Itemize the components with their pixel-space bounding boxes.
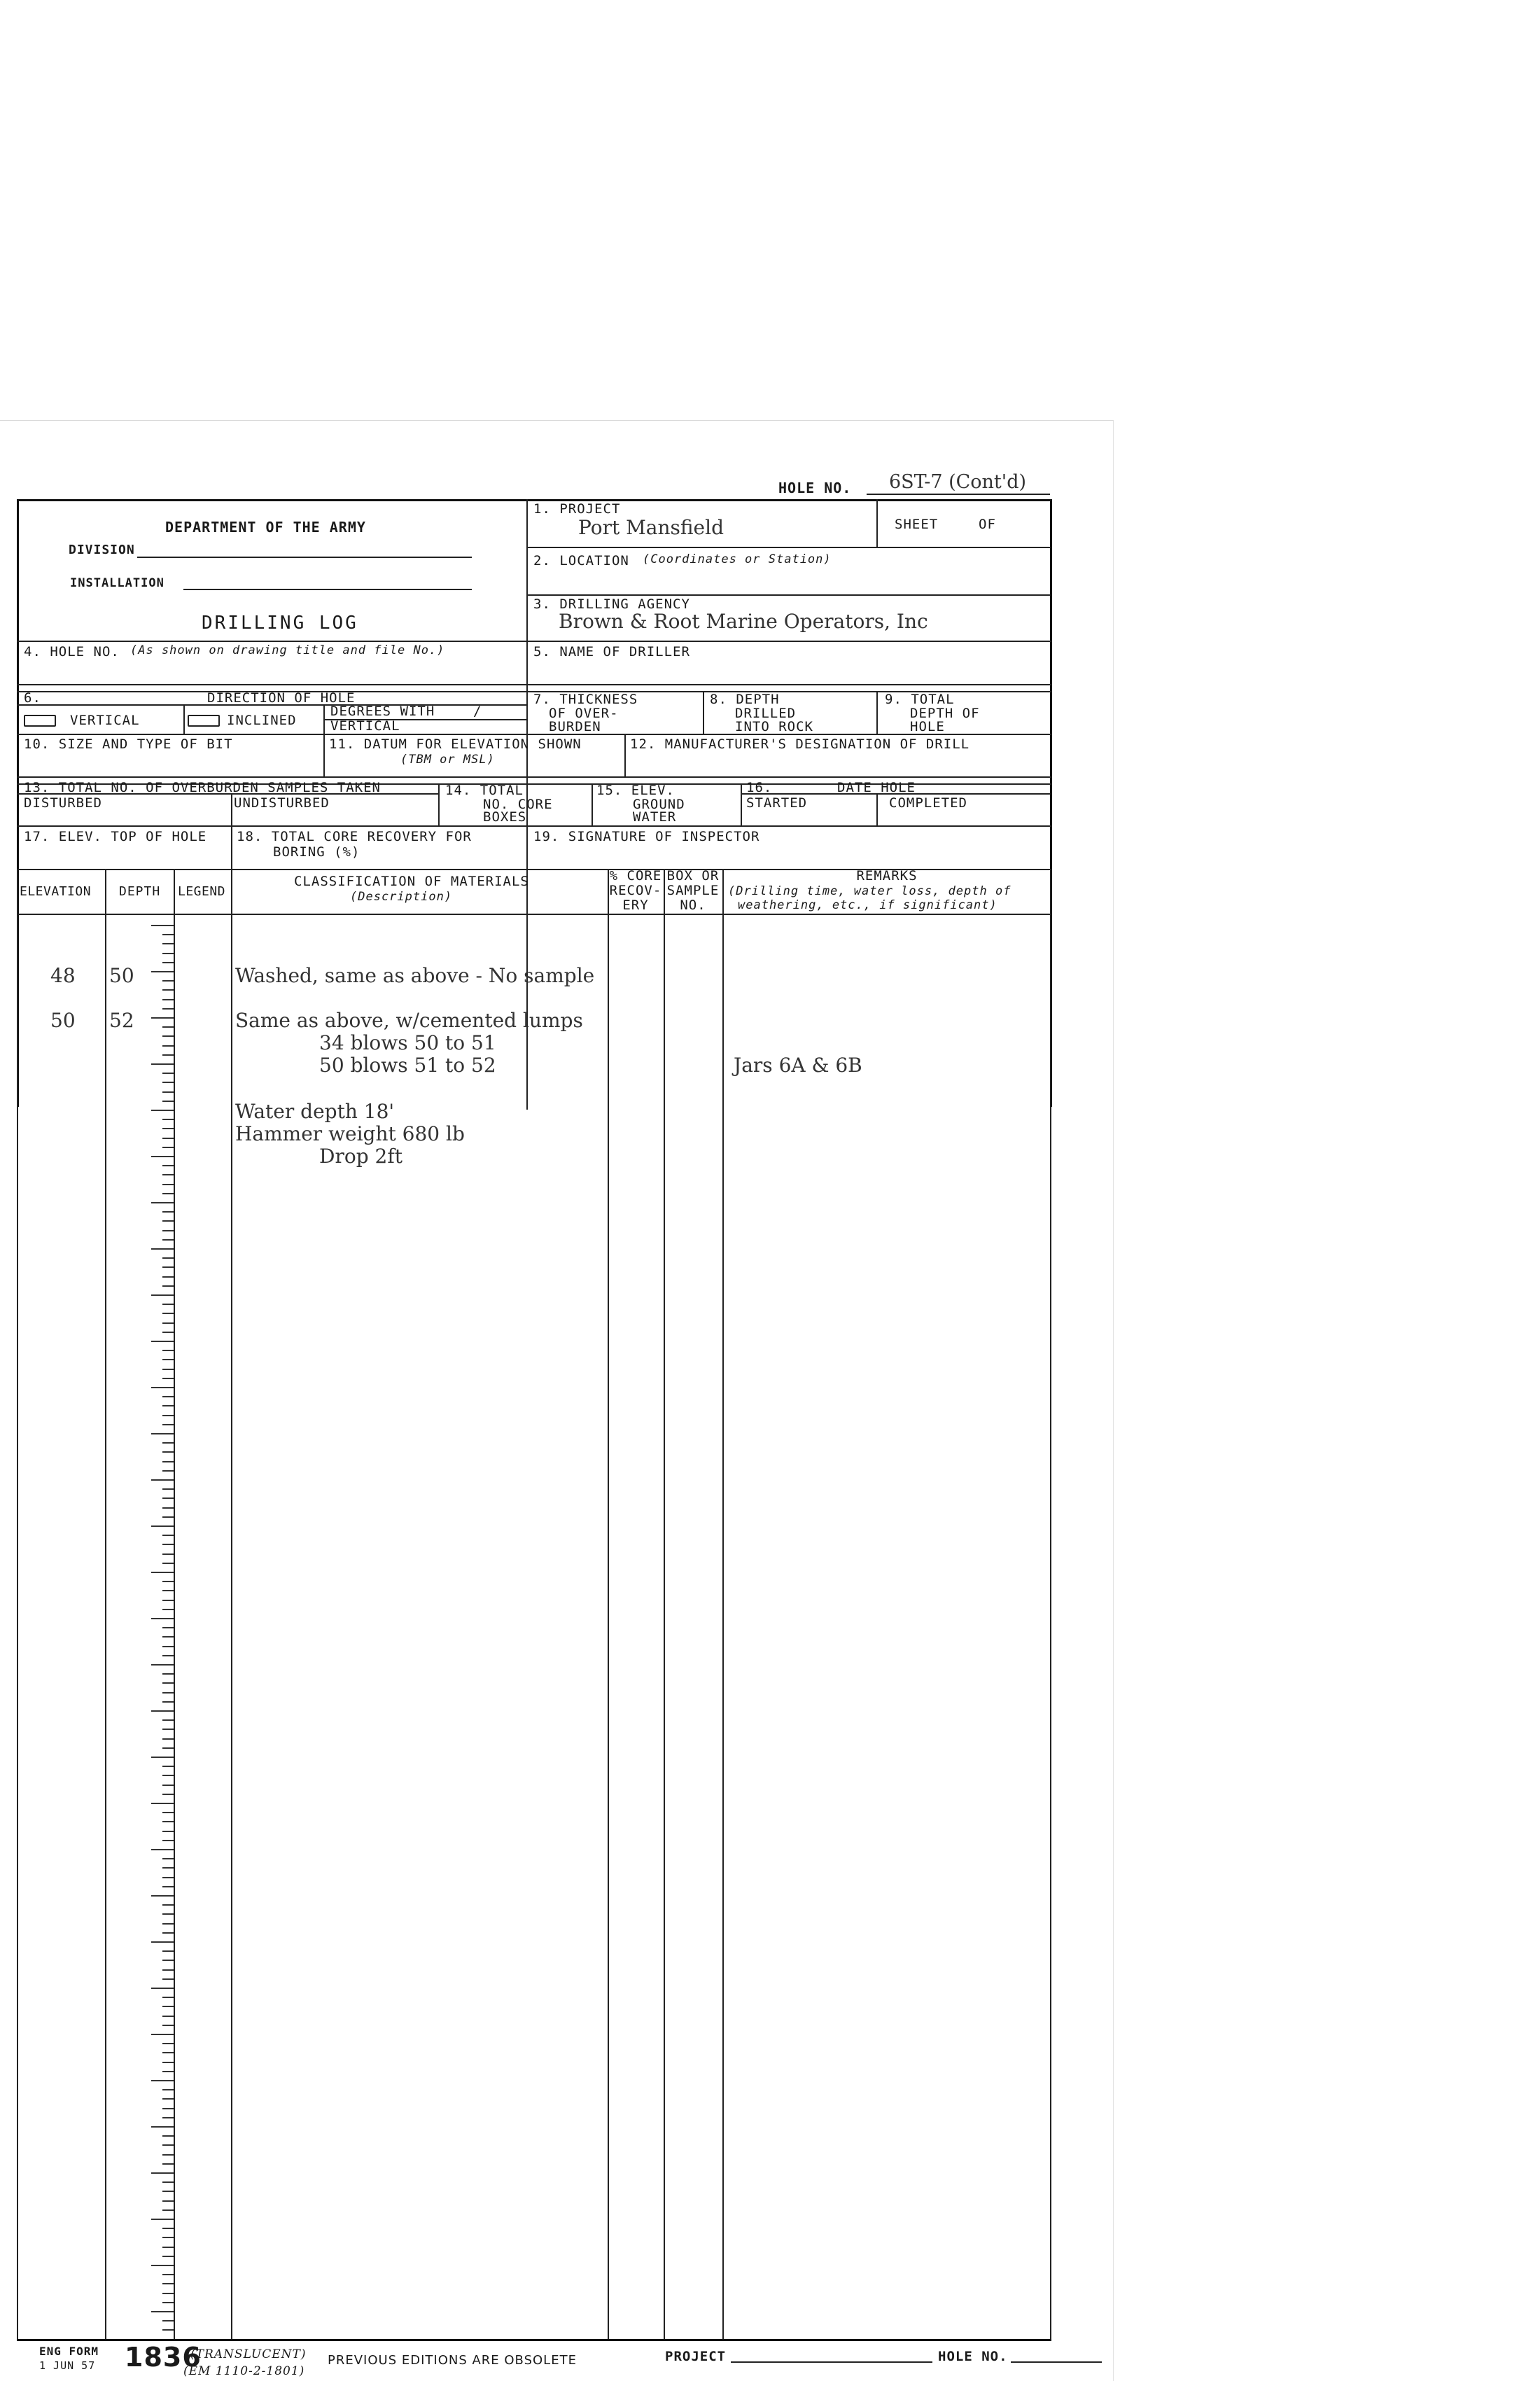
depth-minor-tick [162,1239,174,1241]
depth-major-tick [151,1941,174,1943]
core-boxes-label-2: NO. CORE [483,797,553,812]
depth-minor-tick [162,1128,174,1129]
depth-minor-tick [162,2181,174,2183]
depth-minor-tick [162,1193,174,1194]
depth-minor-tick [162,2135,174,2137]
depth-major-tick [151,1479,174,1481]
depth-minor-tick [162,1082,174,1083]
installation-label: INSTALLATION [70,576,164,590]
thickness-label-1: 7. THICKNESS [533,692,638,707]
depth-minor-tick [162,1682,174,1684]
depth-minor-tick [162,1655,174,1656]
direction-number-label: 6. [24,690,41,706]
depth-minor-tick [162,943,174,944]
row2-blows-2: 50 blows 51 to 52 [319,1054,496,1077]
row1-elevation: 48 [50,964,76,987]
core-boxes-label-3: BOXES [483,809,527,825]
row1-depth: 50 [109,964,134,987]
depth-major-tick [151,971,174,972]
degrees-slash: / [473,704,482,719]
depth-minor-tick [162,2329,174,2331]
depth-minor-tick [162,1266,174,1268]
depth-major-tick [151,1433,174,1434]
depth-minor-tick [162,2247,174,2248]
inspector-signature-label: 19. SIGNATURE OF INSPECTOR [533,829,760,844]
depth-minor-tick [162,2283,174,2284]
inclined-checkbox[interactable] [188,715,220,727]
depth-minor-tick [162,2274,174,2275]
depth-major-tick [151,1387,174,1388]
hole-no-header-label: HOLE NO. [778,480,852,496]
depth-minor-tick [162,953,174,954]
degrees-with-label: DEGREES WITH [330,704,435,719]
vertical-checkbox[interactable] [24,715,56,727]
depth-minor-tick [162,1535,174,1536]
depth-major-tick [151,1341,174,1342]
depth-minor-tick [162,1350,174,1351]
depth-minor-tick [162,1119,174,1120]
col-classification-sub: (Description) [350,890,453,904]
hole-no-underline [867,494,1050,495]
depth-minor-tick [162,2228,174,2229]
depth-rock-label-3: INTO ROCK [735,719,813,734]
col-box-header-3: NO. [680,898,706,913]
depth-minor-tick [162,1719,174,1721]
col-legend-header: LEGEND [178,884,226,899]
depth-major-tick [151,2034,174,2035]
depth-minor-tick [162,962,174,963]
drilling-agency-value: Brown & Root Marine Operators, Inc [559,610,928,633]
depth-major-tick [151,1294,174,1296]
elev-top-label: 17. ELEV. TOP OF HOLE [24,829,207,844]
division-label: DIVISION [69,543,135,557]
date-started-label: STARTED [746,795,808,811]
depth-major-tick [151,2311,174,2312]
location-hint: (Coordinates or Station) [643,552,832,566]
depth-minor-tick [162,1451,174,1453]
depth-minor-tick [162,1794,174,1795]
row2-elevation: 50 [50,1009,76,1032]
depth-minor-tick [162,1091,174,1093]
depth-minor-tick [162,980,174,982]
depth-minor-tick [162,1332,174,1333]
depth-minor-tick [162,1997,174,1998]
depth-major-tick [151,1017,174,1019]
depth-major-tick [151,1248,174,1250]
depth-minor-tick [162,999,174,1000]
ground-water-label-1: 15. ELEV. [596,783,675,798]
ground-water-label-3: WATER [633,809,677,825]
depth-minor-tick [162,1211,174,1213]
previous-editions-note: PREVIOUS EDITIONS ARE OBSOLETE [328,2353,577,2368]
depth-minor-tick [162,1867,174,1869]
inclined-label: INCLINED [227,713,297,728]
depth-major-tick [151,1664,174,1666]
depth-minor-tick [162,1544,174,1545]
depth-minor-tick [162,2209,174,2211]
date-completed-label: COMPLETED [889,795,967,811]
drill-designation-label: 12. MANUFACTURER'S DESIGNATION OF DRILL [630,736,970,752]
depth-minor-tick [162,1785,174,1786]
depth-minor-tick [162,2191,174,2192]
depth-minor-tick [162,1073,174,1074]
depth-major-tick [151,2265,174,2266]
depth-major-tick [151,1849,174,1850]
depth-minor-tick [162,2025,174,2026]
depth-minor-tick [162,1054,174,1056]
direction-of-hole-label: DIRECTION OF HOLE [207,690,356,706]
depth-rock-label-1: 8. DEPTH [710,692,780,707]
depth-minor-tick [162,1646,174,1647]
depth-major-tick [151,1710,174,1712]
depth-minor-tick [162,1424,174,1425]
depth-minor-tick [162,1488,174,1490]
depth-minor-tick [162,989,174,991]
drilling-log-sheet [0,420,1114,2381]
depth-major-tick [151,1156,174,1157]
depth-minor-tick [162,2320,174,2321]
depth-minor-tick [162,1101,174,1102]
depth-minor-tick [162,1230,174,1231]
depth-minor-tick [162,1950,174,1952]
col-core-header-1: % CORE [609,868,662,884]
row2-blows-1: 34 blows 50 to 51 [319,1031,496,1054]
depth-minor-tick [162,2071,174,2072]
installation-underline [183,589,472,590]
col-box-header-2: SAMPLE [666,883,720,898]
depth-minor-tick [162,1138,174,1139]
core-boxes-label-1: 14. TOTAL [445,783,524,798]
depth-minor-tick [162,1026,174,1028]
depth-minor-tick [162,2062,174,2063]
depth-minor-tick [162,1378,174,1379]
depth-major-tick [151,1525,174,1527]
depth-minor-tick [162,1609,174,1610]
depth-minor-tick [162,1516,174,1518]
project-label: 1. PROJECT [533,501,621,517]
form-number: 1836 [125,2342,202,2373]
depth-rock-label-2: DRILLED [735,706,797,721]
form-date: 1 JUN 57 [39,2359,96,2372]
depth-minor-tick [162,2089,174,2090]
depth-major-tick [151,2080,174,2081]
footer-project-label: PROJECT [665,2349,727,2364]
sheet-of-label: OF [979,517,996,532]
depth-minor-tick [162,1821,174,1822]
note-water-depth: Water depth 18' [235,1100,395,1123]
depth-minor-tick [162,1627,174,1628]
undisturbed-label: UNDISTURBED [234,795,330,811]
date-hole-label: DATE HOLE [837,780,916,795]
depth-minor-tick [162,1932,174,1934]
depth-minor-tick [162,1904,174,1906]
depth-minor-tick [162,1405,174,1406]
depth-minor-tick [162,1831,174,1832]
col-remarks-sub-1: (Drilling time, water loss, depth of [728,884,1011,898]
depth-minor-tick [162,1497,174,1499]
depth-minor-tick [162,1969,174,1971]
depth-minor-tick [162,2154,174,2156]
row2-remark: Jars 6A & 6B [734,1054,862,1077]
depth-minor-tick [162,1701,174,1703]
col-core-header-2: RECOV- [609,883,662,898]
depth-minor-tick [162,2117,174,2118]
location-label: 2. LOCATION [533,553,629,568]
drilling-agency-label: 3. DRILLING AGENCY [533,596,690,612]
depth-minor-tick [162,2098,174,2100]
depth-minor-tick [162,2108,174,2109]
depth-major-tick [151,1757,174,1758]
core-recovery-label-1: 18. TOTAL CORE RECOVERY FOR [237,829,472,844]
depth-major-tick [151,1572,174,1573]
col-core-header-3: ERY [622,898,649,913]
col-remarks-sub-2: weathering, etc., if significant) [738,898,997,912]
datum-label: 11. DATUM FOR ELEVATION SHOWN [329,736,582,752]
col-depth-header: DEPTH [119,884,161,899]
department-label: DEPARTMENT OF THE ARMY [165,519,366,536]
eng-form-label: ENG FORM [39,2345,99,2358]
vertical-label: VERTICAL [70,713,140,728]
depth-minor-tick [162,1396,174,1397]
depth-minor-tick [162,1276,174,1278]
footer-hole-no-underline [1011,2361,1102,2363]
depth-minor-tick [162,1359,174,1360]
note-drop: Drop 2ft [319,1145,402,1168]
col-remarks-header: REMARKS [856,868,918,884]
depth-minor-tick [162,1184,174,1185]
depth-major-tick [151,925,174,926]
date-hole-number: 16. [746,780,773,795]
depth-major-tick [151,1803,174,1804]
depth-minor-tick [162,1304,174,1305]
depth-minor-tick [162,2052,174,2053]
depth-minor-tick [162,1415,174,1416]
depth-minor-tick [162,1563,174,1564]
division-underline [137,557,472,558]
datum-hint: (TBM or MSL) [400,753,495,767]
depth-major-tick [151,1895,174,1897]
depth-minor-tick [162,1812,174,1813]
depth-minor-tick [162,2163,174,2165]
em-reference: (EM 1110-2-1801) [183,2364,305,2378]
depth-minor-tick [162,1766,174,1767]
depth-minor-tick [162,1035,174,1037]
bit-label: 10. SIZE AND TYPE OF BIT [24,736,233,752]
depth-minor-tick [162,1285,174,1287]
depth-major-tick [151,1988,174,1989]
depth-minor-tick [162,1747,174,1749]
depth-minor-tick [162,1581,174,1582]
depth-minor-tick [162,1673,174,1675]
depth-minor-tick [162,1692,174,1694]
depth-minor-tick [162,1886,174,1887]
depth-minor-tick [162,1147,174,1148]
disturbed-label: DISTURBED [24,795,102,811]
col-classification-header: CLASSIFICATION OF MATERIALS [294,874,529,889]
depth-minor-tick [162,1174,174,1175]
depth-minor-tick [162,1913,174,1915]
depth-major-tick [151,2172,174,2174]
depth-minor-tick [162,1923,174,1925]
depth-major-tick [151,1618,174,1619]
depth-minor-tick [162,1369,174,1370]
depth-minor-tick [162,2200,174,2202]
hole-no-header-value: 6ST-7 (Cont'd) [889,471,1027,493]
depth-minor-tick [162,2237,174,2238]
depth-major-tick [151,2219,174,2220]
depth-minor-tick [162,1840,174,1841]
footer-project-underline [731,2361,932,2363]
depth-minor-tick [162,1978,174,1980]
depth-minor-tick [162,1877,174,1878]
depth-minor-tick [162,1858,174,1859]
depth-minor-tick [162,934,174,935]
depth-minor-tick [162,2302,174,2303]
depth-minor-tick [162,1553,174,1555]
thickness-label-2: OF OVER- [549,706,619,721]
degrees-vertical-label: VERTICAL [330,718,400,734]
depth-minor-tick [162,2006,174,2007]
row2-depth: 52 [109,1009,134,1032]
depth-major-tick [151,1063,174,1065]
depth-minor-tick [162,1045,174,1047]
depth-minor-tick [162,1507,174,1509]
total-depth-label-1: 9. TOTAL [885,692,955,707]
depth-minor-tick [162,1470,174,1472]
depth-minor-tick [162,1322,174,1324]
depth-major-tick [151,2126,174,2128]
depth-minor-tick [162,1729,174,1730]
depth-minor-tick [162,2016,174,2017]
overburden-samples-label: 13. TOTAL NO. OF OVERBURDEN SAMPLES TAKEN [24,780,381,795]
core-recovery-label-2: BORING (%) [273,844,360,860]
col-elevation-header: ELEVATION [20,884,92,899]
total-depth-label-3: HOLE [910,719,945,734]
form-title: DRILLING LOG [202,613,358,634]
depth-minor-tick [162,1738,174,1740]
hole-no-label: 4. HOLE NO. [24,644,120,659]
depth-minor-tick [162,1220,174,1222]
depth-minor-tick [162,1165,174,1166]
translucent-label: (TRANSLUCENT) [190,2347,307,2361]
ground-water-label-2: GROUND [633,797,685,812]
depth-minor-tick [162,1636,174,1638]
driller-name-label: 5. NAME OF DRILLER [533,644,690,659]
depth-minor-tick [162,1461,174,1462]
depth-minor-tick [162,1600,174,1601]
col-box-header-1: BOX OR [666,868,720,884]
depth-minor-tick [162,1590,174,1591]
depth-minor-tick [162,1257,174,1259]
depth-minor-tick [162,2293,174,2294]
depth-minor-tick [162,1008,174,1010]
depth-minor-tick [162,2256,174,2257]
depth-minor-tick [162,2144,174,2146]
depth-minor-tick [162,1313,174,1314]
thickness-label-3: BURDEN [549,719,601,734]
row1-description: Washed, same as above - No sample [235,964,595,987]
depth-minor-tick [162,1775,174,1776]
sheet-label: SHEET [895,517,939,532]
note-hammer-weight: Hammer weight 680 lb [235,1122,465,1145]
depth-minor-tick [162,2043,174,2044]
depth-major-tick [151,1202,174,1203]
depth-minor-tick [162,1960,174,1961]
total-depth-label-2: DEPTH OF [910,706,980,721]
footer-hole-no-label: HOLE NO. [938,2349,1008,2364]
row2-description: Same as above, w/cemented lumps [235,1009,583,1032]
depth-major-tick [151,1110,174,1111]
project-value: Port Mansfield [578,516,724,539]
depth-minor-tick [162,1442,174,1444]
hole-no-hint: (As shown on drawing title and file No.) [130,643,445,657]
